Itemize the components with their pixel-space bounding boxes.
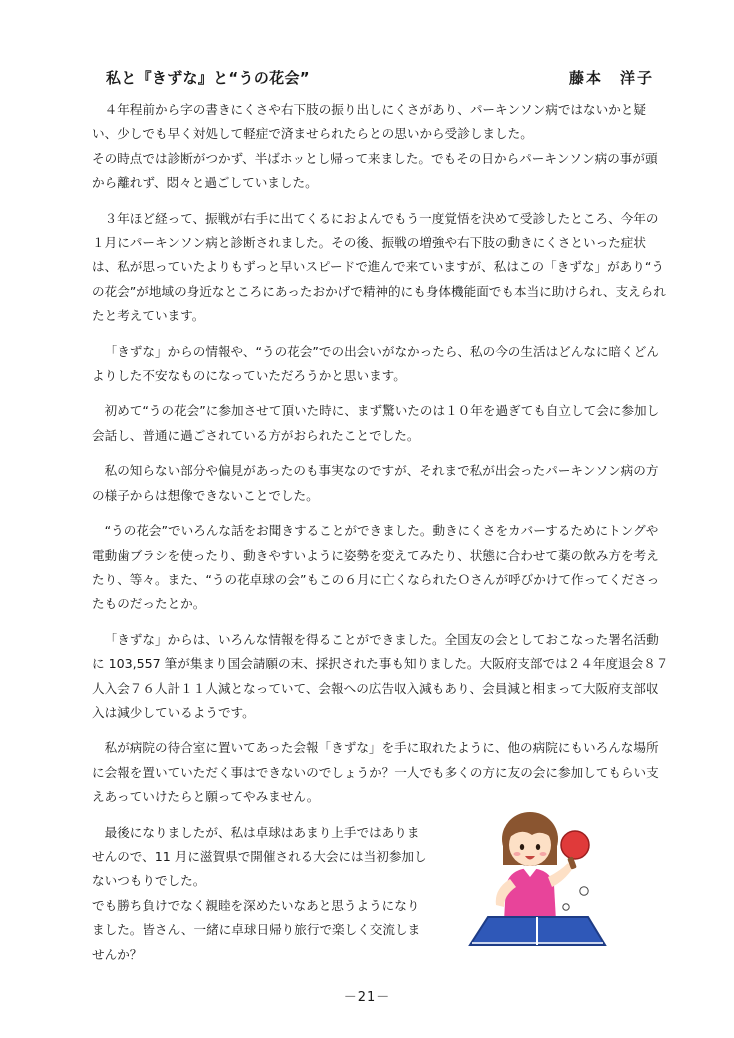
table-tennis-girl-icon xyxy=(496,812,589,921)
paragraph-2 xyxy=(92,207,670,329)
article-header xyxy=(106,67,654,93)
paragraph-7 xyxy=(92,628,670,726)
article-title: 私と『きずな』と“うの花会” xyxy=(106,69,310,87)
paragraph-text: 最後になりましたが、私は卓球はあまり上手ではありませんので、11 月に滋賀県で開催される大会には当初参加しないつもりでした。 xyxy=(92,824,427,889)
table-tennis-illustration xyxy=(460,805,615,950)
paragraph-8 xyxy=(92,736,670,809)
paragraph-text: でも勝ち負けでなく親睦を深めたいなあと思うようになりました。皆さん、一緒に卓球日帰り旅行で楽しく交流しませんか？ xyxy=(92,897,421,962)
ping-pong-table-icon xyxy=(470,917,605,945)
paragraph-text: 私の知らない部分や偏見があったのも事実なのですが、それまで私が出会ったパーキンソン病の方の様子からは想像できないことでした。 xyxy=(92,463,659,503)
paragraph-text: ４年程前から字の書きにくさや右下肢の振り出しにくさがあり、パーキンソン病ではないかと疑い、少しでも早く対処して軽症で済ませられたらとの思いから受診しました。 xyxy=(92,102,646,142)
closing-paragraph xyxy=(92,821,432,967)
paragraph-text: 「きずな」からの情報や、“うの花会”での出会いがなかったら、私の今の生活はどんなに暗くどんよりした不安なものになっていただろうかと思います。 xyxy=(92,343,659,384)
paragraph-5 xyxy=(92,459,670,508)
paragraph-4 xyxy=(92,399,670,448)
author-name: 藤本 洋子 xyxy=(568,69,654,87)
paragraph-text: 私が病院の待合室に置いてあった会報「きずな」を手に取れたように、他の病院にもいろんな場所に会報を置いていただく事はできないのでしょうか？一人でも多くの方に友の会に参加してもらい支えあっていけたらと願ってやみません。 xyxy=(92,740,659,805)
paragraph-text: その時点では診断がつかず、半ばホッとし帰って来ました。でもその日からパーキンソン病の事が頭から離れず、悶々と過ごしていました。 xyxy=(92,150,658,191)
paragraph-text: “うの花会”でいろんな話をお聞きすることができました。動きにくさをカバーするためにトングや電動歯ブラシを使ったり、動きやすいように姿勢を変えてみたり、状態に合わせて薬の飲み方を考えたり、等々。また、“うの花卓球の会”もこの６月に亡くなられたＯさんが呼びかけて作ってくださったものだったとか。 xyxy=(92,523,660,612)
paragraph-text: 「きずな」からは、いろんな情報を得ることができました。全国友の会としておこなった署名活動に 103,557 筆が集まり国会請願の末、採択された事も知りました。大阪府支部では２４年度退会８７人入会７６人計１１人減となっていて、会報への広告収入減もあり、会員減と相まって大阪府支部収入は減少しているようです。 xyxy=(92,631,669,720)
paragraph-1 xyxy=(92,98,670,196)
paragraph-text: ３年ほど経って、振戦が右手に出てくるにおよんでもう一度覚悟を決めて受診したところ、今年の１月にパーキンソン病と診断されました。その後、振戦の増強や右下肢の動きにくさといった症状は、私が思っていたよりもずっと早いスピードで進んで来ていますが、私はこの「きずな」があり“うの花会”が地域の身近なところにあったおかげで精神的にも身体機能面でも本当に助けられ、支えられたと考えています。 xyxy=(92,210,666,324)
paragraph-text: 初めて“うの花会”に参加させて頂いた時に、まず驚いたのは１０年を過ぎても自立して会に参加し会話し、普通に過ごされている方がおられたことでした。 xyxy=(92,403,660,443)
page-number: －21－ xyxy=(343,990,391,1005)
paragraph-6 xyxy=(92,519,670,617)
paragraph-3 xyxy=(92,340,670,389)
